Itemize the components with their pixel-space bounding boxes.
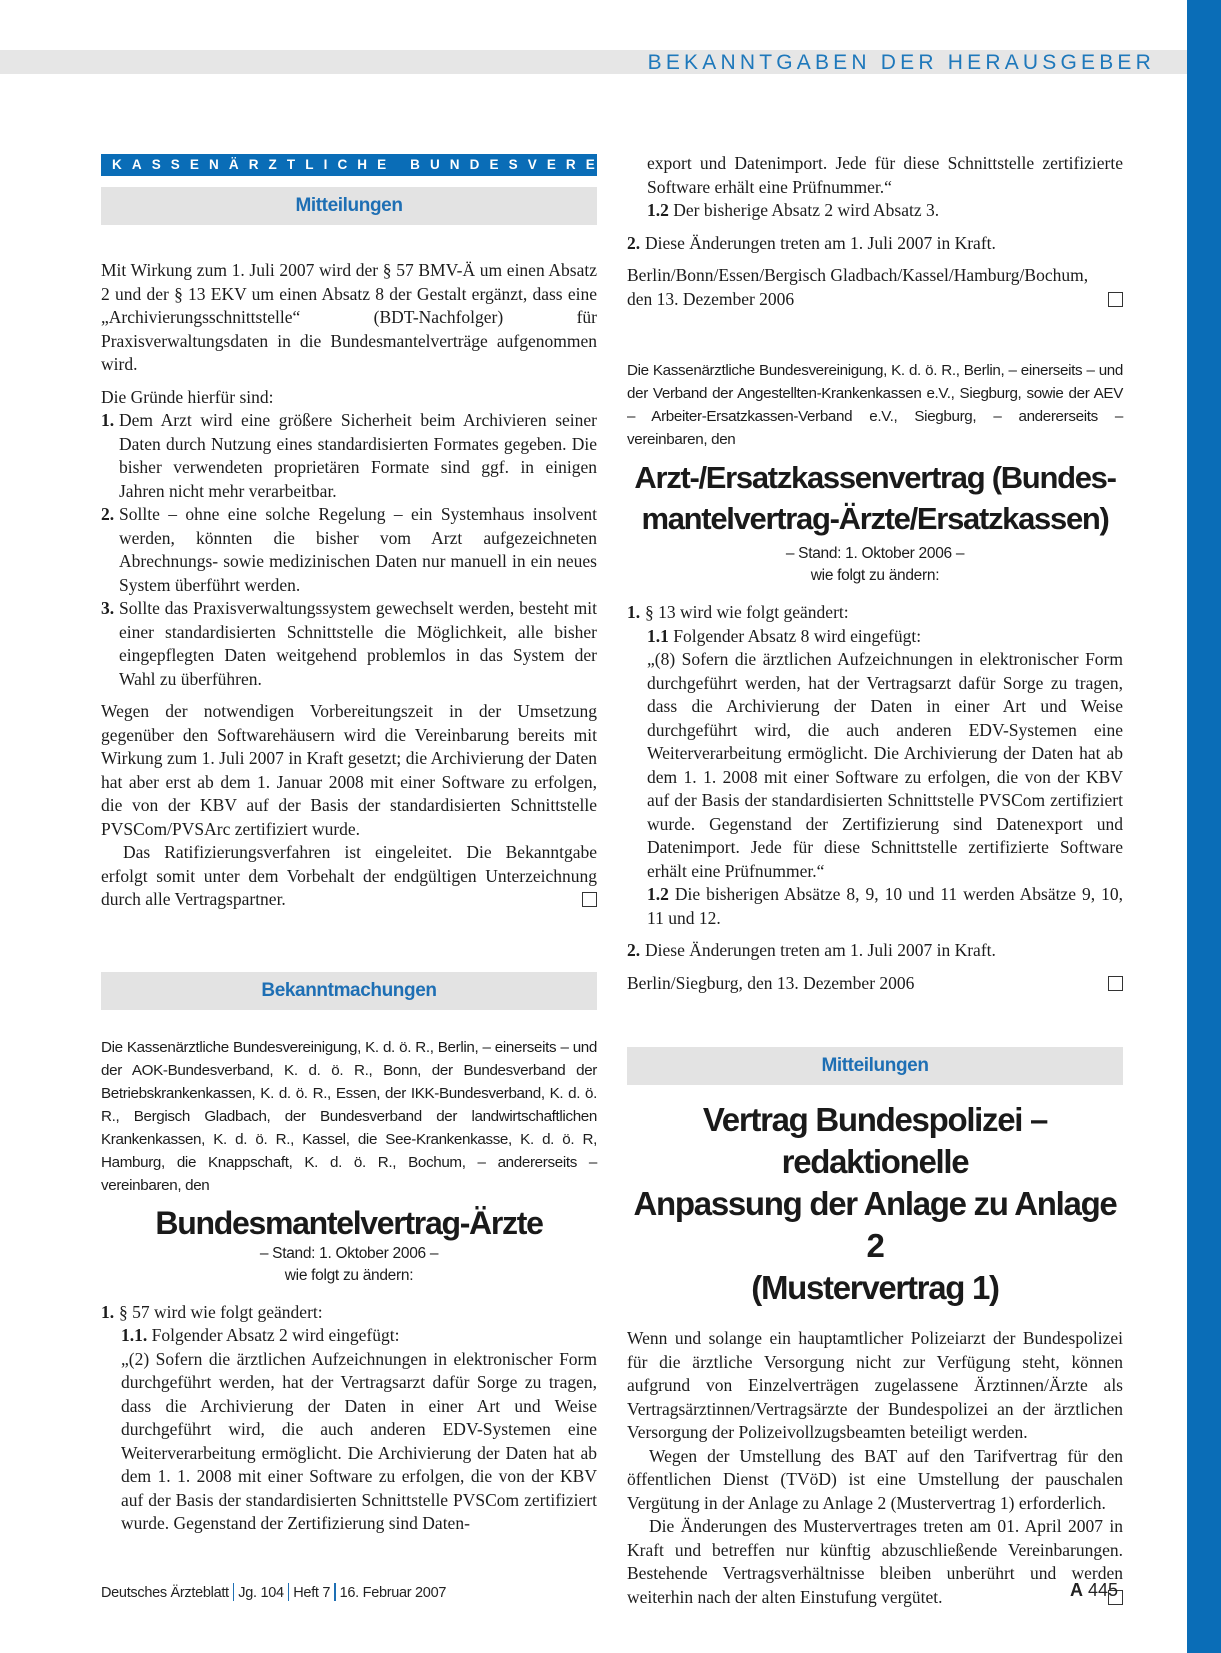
change-text: § 13 wird wie folgt geändert:	[645, 602, 849, 622]
bp-paragraph-3-text: Die Änderungen des Mustervertrages treten am 01. April 2007 in Kraft und betreffen nur künftig abzuschließende Vereinbarungen. Bestehende Vertragsverhältnisse bleiben unberührt und werden weiterhin nach der alten Einstufung vergütet.	[627, 1516, 1123, 1607]
signature-date-line	[627, 972, 1123, 996]
bp-paragraph-1: Wenn und solange ein hauptamtlicher Polizeiarzt der Bundespolizei für die ärztliche Versorgung nicht zur Verfügung steht, können aufgrund von Einzelverträgen zugelassene Ärztinnen/Ärzte als Vertragsärztinnen/Vertragsärzte der Bundespolizei an der ärztlichen Versorgung der Polizeivollzugsbeamten beteiligt werden.	[627, 1328, 1123, 1442]
ratification-text: Das Ratifizierungsverfahren ist eingeleitet. Die Bekanntgabe erfolgt somit unter dem Vorbehalt der endgültigen Unterzeichnung durch alle Vertragspartner.	[101, 842, 597, 909]
bekanntmachungen-heading: Bekanntmachungen	[101, 972, 597, 1010]
ek-title-line-1: Arzt-/Ersatzkassenvertrag (Bundes-	[634, 460, 1116, 495]
journal-name: Deutsches Ärzteblatt	[101, 1585, 229, 1601]
reason-item	[101, 503, 597, 597]
org-banner: KASSENÄRZTLICHE BUNDESVEREINIGUNG	[101, 154, 597, 176]
change-number: 1.	[101, 1301, 115, 1322]
signature-date: den 13. Dezember 2006	[627, 288, 795, 309]
reason-text: Sollte das Praxisverwaltungssystem gewechselt werden, besteht mit einer standardisierten Schnittstelle die Möglichkeit, alle bisher eingepflegten Daten weitgehend problemlos in das System der Wahl zu überführen.	[119, 598, 597, 689]
page-prefix: A	[1070, 1580, 1083, 1600]
change-item	[627, 939, 1123, 963]
change-sub-number: 1.2	[647, 200, 669, 220]
change-sub-item	[627, 625, 1123, 649]
change-sub-text: Folgender Absatz 8 wird eingefügt:	[673, 625, 922, 646]
end-of-article-icon	[582, 892, 597, 907]
section-header-title: BEKANNTGABEN DER HERAUSGEBER	[647, 51, 1155, 74]
mitteilungen-heading: Mitteilungen	[627, 1047, 1123, 1085]
inserted-paragraph-quote: „(2) Sofern die ärztlichen Aufzeichnungen in elektronischer Form durchgeführt werden, hat der Vertragsarzt dafür Sorge zu tragen, dass die Archivierung der Daten in einer Art und Weise durchgeführt wird, die auch anderen EDV-Systemen eine Weiterverarbeitung ermöglicht. Die Archivierung der Daten hat ab dem 1. 1. 2008 mit einer Software zu erfolgen, die von der KBV auf der Basis der standardisierten Schnittstelle PVSCom zertifiziert wurde. Gegenstand der Zertifizierung sind Daten-	[121, 1348, 597, 1533]
change-sub-text: Der bisherige Absatz 2 wird Absatz 3.	[673, 200, 940, 220]
ek-title-line-2: mantelvertrag-Ärzte/Ersatzkassen)	[641, 501, 1109, 536]
change-item	[101, 1301, 597, 1325]
signature-date-line	[627, 288, 1123, 312]
reason-number: 2.	[101, 504, 115, 524]
reason-number: 3.	[101, 598, 115, 618]
contract-parties-lead: Die Kassenärztliche Bundesvereinigung, K. d. ö. R., Berlin, – einerseits – und der AOK-Bundesverband, K. d. ö. R., Bonn, der Bundesverband der Betriebskrankenkassen, K. d. ö. R., Essen, der IKK-Bundesverband, K. d. ö. R., Bergisch Gladbach, der Bundesverband der landwirtschaftlichen Krankenkassen, K. d. ö. R., Kassel, die See-Krankenkasse, K. d. ö. R, Hamburg, die Knappschaft, K. d. ö. R., Bochum, – andererseits – vereinbaren, den	[101, 1038, 597, 1194]
change-text: Diese Änderungen treten am 1. Juli 2007 in Kraft.	[645, 232, 996, 253]
reasons-lead: Die Gründe hierfür sind:	[101, 386, 274, 407]
bmv-stand: – Stand: 1. Oktober 2006 –	[259, 1244, 439, 1262]
change-sub-item	[101, 1324, 597, 1348]
bp-paragraph-2: Wegen der Umstellung des BAT auf den Tarifvertrag für den öffentlichen Dienst (TVöD) ist eine Umstellung der pauschalen Vergütung in der Anlage zu Anlage 2 (Mustervertrag 1) erforderlich.	[627, 1445, 1123, 1513]
change-text: § 57 wird wie folgt geändert:	[119, 1301, 323, 1322]
page-number-value: 445	[1088, 1580, 1119, 1600]
change-number: 2.	[627, 940, 641, 960]
change-sub-item	[627, 883, 1123, 930]
ek-stand: – Stand: 1. Oktober 2006 –	[785, 545, 965, 562]
reason-item	[101, 409, 597, 503]
change-sub-item	[627, 199, 1123, 223]
continued-quote: export und Datenimport. Jede für diese Schnittstelle zertifizierte Software erhält eine Prüfnummer.“	[647, 153, 1123, 197]
reason-item	[101, 597, 597, 691]
bmv-title: Bundesmantelvertrag-Ärzte	[155, 1204, 543, 1241]
end-of-article-icon	[1108, 976, 1123, 991]
preparation-paragraph: Wegen der notwendigen Vorbereitungszeit in der Umsetzung gegenüber den Softwarehäusern wird die Vereinbarung bereits mit Wirkung zum 1. Juli 2007 in Kraft gesetzt; die Archivierung der Daten hat aber erst ab dem 1. Januar 2008 mit einer Software zu erfolgen, die von der KBV auf der Basis der standardisierten Schnittstelle PVSCom/PVSArc zertifiziert wurde.	[101, 701, 597, 839]
reason-number: 1.	[101, 410, 115, 430]
change-number: 2.	[627, 232, 641, 253]
change-sub-text: Folgender Absatz 2 wird eingefügt:	[151, 1325, 400, 1345]
journal-issue: Heft 7	[293, 1585, 331, 1601]
inserted-paragraph-quote: „(8) Sofern die ärztlichen Aufzeichnungen in elektronischer Form durchgeführt werden, hat der Vertragsarzt dafür Sorge zu tragen, dass die Archivierung der Daten in einer Art und Weise durchgeführt wird, die auch anderen EDV-Systemen eine Weiterverarbeitung ermöglicht. Die Archivierung der Daten hat ab dem 1. 1. 2008 mit einer Software zu erfolgen, die von der KBV auf der Basis der standardisierten Schnittstelle PVSCom zertifiziert wurde. Gegenstand der Zertifizierung sind Datenexport und Datenimport. Jede für diese Schnittstelle zertifizierte Software erhält eine Prüfnummer.“	[647, 649, 1123, 881]
change-item	[627, 601, 1123, 625]
bp-title-line-1: Vertrag Bundespolizei – redaktionelle	[702, 1101, 1048, 1180]
signature-places: Berlin/Bonn/Essen/Bergisch Gladbach/Kassel/Hamburg/Bochum,	[627, 265, 1089, 285]
reason-text: Dem Arzt wird eine größere Sicherheit beim Archivieren seiner Daten durch Nutzung eines standardisierten Formates gegeben. Die bisher verwendeten proprietären Formate sind ggf. in einigen Jahren nicht mehr verarbeitbar.	[119, 410, 597, 501]
signature-date: Berlin/Siegburg, den 13. Dezember 2006	[627, 972, 915, 993]
reason-text: Sollte – ohne eine solche Regelung – ein Systemhaus insolvent werden, könnten die bisher vom Arzt aufgezeichneten Abrechnungs- sowie medizinischen Daten nur manuell in ein neues System überführt werden.	[119, 504, 597, 595]
edge-color-bar	[1187, 0, 1221, 1653]
change-sub-number: 1.1.	[121, 1325, 148, 1345]
change-item	[627, 232, 1123, 256]
intro-paragraph: Mit Wirkung zum 1. Juli 2007 wird der § 57 BMV-Ä um einen Absatz 2 und der § 13 EKV um einen Absatz 8 der Gestalt ergänzt, dass eine „Archivierungsschnittstelle“ (BDT-Nachfolger) für Praxisverwaltungsdaten in die Bundesmantelverträge aufgenommen wird.	[101, 260, 597, 374]
change-sub-text: Die bisherigen Absätze 8, 9, 10 und 11 werden Absätze 9, 10, 11 und 12.	[647, 884, 1123, 928]
footer-separator	[334, 1583, 336, 1601]
page-number	[1070, 1580, 1118, 1601]
right-column	[627, 152, 1123, 1609]
end-of-article-icon	[1108, 292, 1123, 307]
journal-volume: Jg. 104	[238, 1585, 284, 1601]
change-sub-number: 1.2	[647, 884, 669, 904]
footer-separator	[288, 1583, 290, 1601]
bmv-change-note: wie folgt zu ändern:	[284, 1266, 414, 1284]
journal-date: 16. Februar 2007	[339, 1585, 447, 1601]
footer-citation	[101, 1583, 446, 1601]
bp-title-line-3: (Mustervertrag 1)	[751, 1269, 999, 1306]
mitteilungen-heading: Mitteilungen	[101, 187, 597, 225]
ek-change-note: wie folgt zu ändern:	[810, 567, 940, 584]
footer-separator	[233, 1583, 235, 1601]
bp-paragraph-3	[627, 1515, 1123, 1609]
change-sub-number: 1.1	[647, 625, 669, 646]
ratification-paragraph	[101, 841, 597, 912]
ek-parties-lead: Die Kassenärztliche Bundesvereinigung, K. d. ö. R., Berlin, – einerseits – und der Verband der Angestellten-Krankenkassen e.V., Siegburg, sowie der AEV – Arbeiter-Ersatzkassen-Verband e.V., Siegburg, – andererseits – vereinbaren, den	[627, 362, 1123, 448]
change-number: 1.	[627, 602, 641, 622]
bp-title-line-2: Anpassung der Anlage zu Anlage 2	[633, 1185, 1117, 1264]
change-text: Diese Änderungen treten am 1. Juli 2007 in Kraft.	[645, 940, 996, 960]
